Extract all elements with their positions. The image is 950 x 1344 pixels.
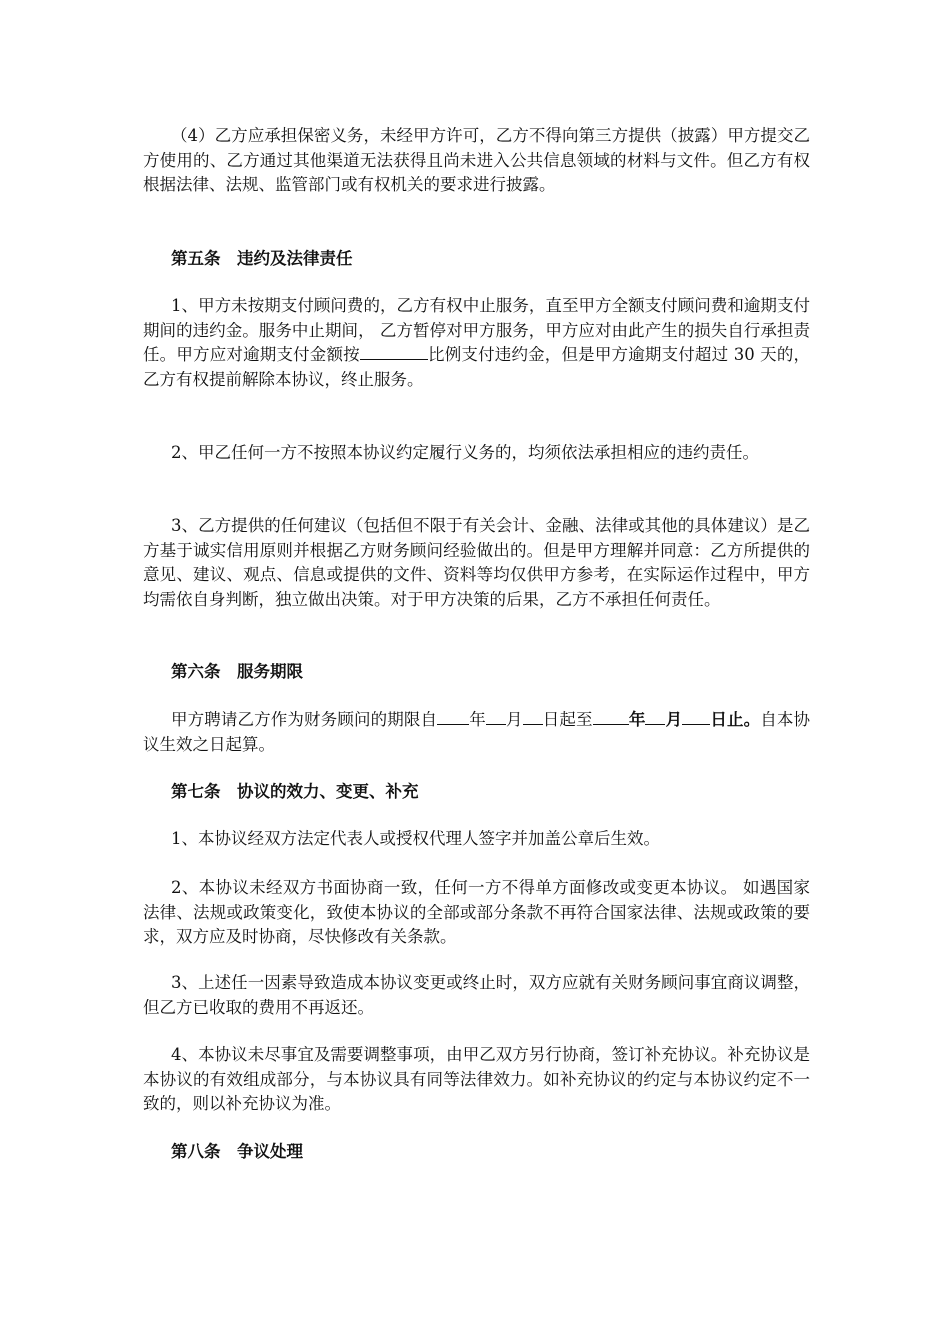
- article7-paragraph-1: 1、本协议经双方法定代表人或授权代理人签字并加盖公章后生效。: [171, 829, 660, 848]
- start-day-blank[interactable]: [523, 708, 543, 725]
- article5-heading: 第五条 违约及法律责任: [171, 249, 353, 268]
- article6-paragraph-term: [143, 708, 810, 757]
- term-prefix: 甲方聘请乙方作为财务顾问的期限自: [171, 710, 438, 729]
- end-year-blank[interactable]: [593, 708, 629, 725]
- start-month-blank[interactable]: [486, 708, 506, 725]
- start-year-label: 年: [469, 710, 486, 729]
- article7-paragraph-4: 4、本协议未尽事宜及需要调整事项，由甲乙双方另行协商，签订补充协议。补充协议是本协议的有效组成部分，与本协议具有同等法律效力。如补充协议的约定与本协议约定不一 致的，则以补充协议为准。: [143, 1045, 810, 1113]
- start-year-blank[interactable]: [437, 708, 469, 725]
- article7-paragraph-3: 3、上述任一因素导致造成本协议变更或终止时，双方应就有关财务顾问事宜商议调整，但乙方已收取的费用不再返还。: [143, 973, 810, 1017]
- article5-p1-text-b: 比例支付违约金，但是甲方逾期支付超过 30 天的，乙方有权提前解除本协议，终止服务。: [143, 345, 810, 389]
- end-year-label: 年: [628, 710, 646, 729]
- paragraph-confidentiality: （4）乙方应承担保密义务，未经甲方许可，乙方不得向第三方提供（披露）甲方提交乙方使用的、乙方通过其他渠道无法获得且尚未进入公共信息领域的材料与文件。但乙方有权根据法律、法规、监管部门或有权机关的要求进行披露。: [143, 126, 810, 194]
- article7-heading: 第七条 协议的效力、变更、补充: [171, 782, 419, 801]
- start-month-label: 月: [505, 710, 523, 729]
- end-month-blank[interactable]: [645, 708, 665, 725]
- article6-heading: 第六条 服务期限: [171, 662, 303, 681]
- start-day-label: 日起至: [542, 710, 593, 729]
- end-day-blank[interactable]: [682, 708, 710, 725]
- article8-heading: 第八条 争议处理: [171, 1142, 303, 1161]
- article5-paragraph-1: [143, 294, 810, 392]
- penalty-rate-blank[interactable]: [360, 343, 428, 360]
- article5-paragraph-2: 2、甲乙任何一方不按照本协议约定履行义务的，均须依法承担相应的违约责任。: [171, 443, 759, 462]
- end-day-label: 日止。: [710, 710, 761, 729]
- article5-p1-text-a: 1、甲方未按期支付顾问费的，乙方有权中止服务，直至甲方全额支付顾问费和逾期支付期间的违约金。服务中止期间， 乙方暂停对甲方服务，甲方应对由此产生的损失自行承担责任。甲方应对逾期支付金额按: [143, 296, 810, 364]
- article7-paragraph-2: 2、本协议未经双方书面协商一致，任何一方不得单方面修改或变更本协议。 如遇国家法律、法规或政策变化，致使本协议的全部或部分条款不再符合国家法律、法规或政策的要求，双方应及时协商，尽快修改有关条款。: [143, 878, 810, 946]
- article5-paragraph-3: 3、乙方提供的任何建议（包括但不限于有关会计、金融、法律或其他的具体建议）是乙方基于诚实信用原则并根据乙方财务顾问经验做出的。但是甲方理解并同意：乙方所提供的意见、建议、观点、信息或提供的文件、资料等均仅供甲方参考，在实际运作过程中，甲方均需依自身判断，独立做出决策。对于甲方决策的后果，乙方不承担任何责任。: [143, 516, 810, 609]
- end-month-label: 月: [665, 710, 683, 729]
- term-suffix: 自本协议生效之日起算。: [143, 710, 811, 754]
